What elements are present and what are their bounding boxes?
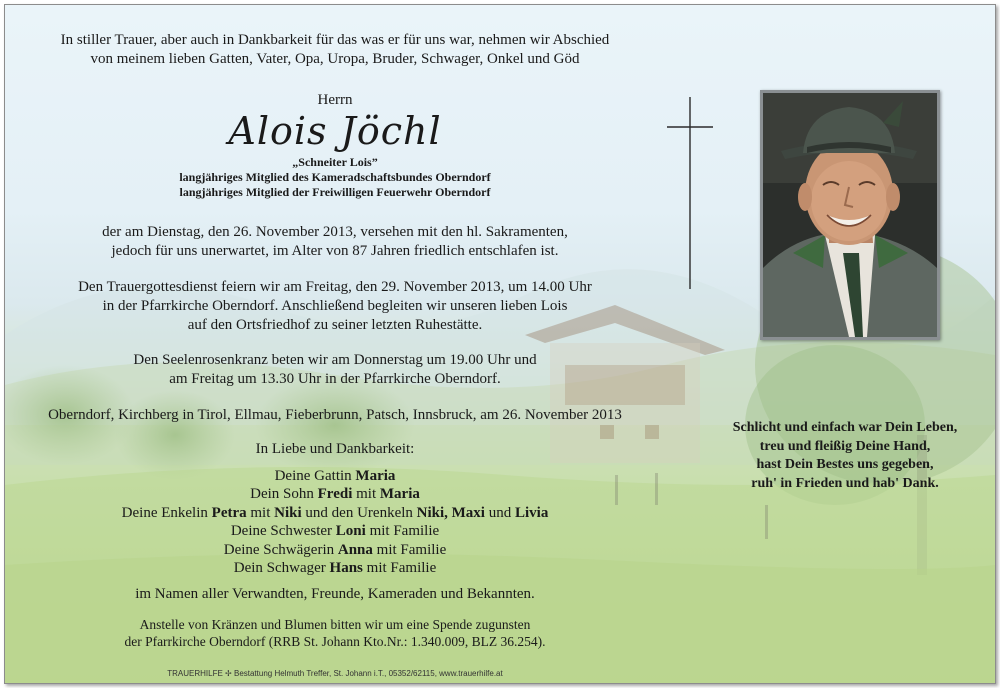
family-label: Deine Schwester [230, 523, 336, 540]
rosary-line-1: Den Seelenrosenkranz beten wir am Donnerstag um 19.00 Uhr und [133, 352, 537, 368]
family-label: mit Familie [365, 523, 440, 540]
portrait-photo [760, 90, 940, 340]
family-name: Maria [355, 468, 396, 484]
family-name: Niki, Maxi [416, 504, 485, 521]
funeral-line-3: auf den Ortsfriedhof zu seiner letzten Ruhestätte. [187, 317, 483, 333]
family-label: mit Familie [372, 541, 447, 558]
latin-cross-icon [665, 97, 715, 292]
family-label: mit Familie [362, 560, 437, 577]
funeral-line-1: Den Trauergottesdienst feiern wir am Freitag, den 29. November 2013, um 14.00 Uhr [78, 279, 592, 295]
family-name: Loni [335, 523, 366, 540]
portrait-illustration [763, 93, 937, 337]
places-and-date: Oberndorf, Kirchberg in Tirol, Ellmau, Fieberbrunn, Patsch, Innsbruck, am 26. November 2013 [48, 407, 622, 423]
family-name: Maria [379, 486, 420, 503]
membership-1: langjähriges Mitglied des Kameradschaftsbundes Oberndorf [179, 170, 491, 184]
poem-line-2: treu und fleißig Deine Hand, [759, 438, 931, 454]
donation-request [5, 616, 665, 650]
family-row-grandchildren [5, 504, 665, 522]
poem-line-4: ruh' in Frieden und hab' Dank. [751, 475, 939, 491]
on-behalf: im Namen aller Verwandten, Freunde, Kameraden und Bekannten. [135, 586, 535, 602]
love-thanks: In Liebe und Dankbarkeit: [255, 441, 415, 457]
intro-line-2: von meinem lieben Gatten, Vater, Opa, Uropa, Bruder, Schwager, Onkel und Göd [90, 51, 580, 67]
family-row-sister [5, 522, 665, 540]
family-row-son [5, 485, 665, 503]
death-notice-line-2: jedoch für uns unerwartet, im Alter von 87 Jahren friedlich entschlafen ist. [111, 243, 559, 259]
family-label: Dein Sohn [250, 486, 318, 503]
nickname: „Schneiter Lois” [292, 155, 378, 169]
family-name: Niki [274, 504, 302, 521]
family-label: Dein Schwager [233, 560, 330, 577]
footer-funeral-service: TRAUERHILFE ✢ Bestattung Helmuth Treffer, St. Johann i.T., 05352/62115, www.trauerhilfe.at [167, 669, 503, 678]
family-row-brother-in-law [5, 559, 665, 577]
family-name: Petra [211, 504, 247, 521]
poem-line-3: hast Dein Bestes uns gegeben, [756, 457, 934, 472]
family-name: Anna [337, 541, 373, 558]
rosary-line-2: am Freitag um 13.30 Uhr in der Pfarrkirche Oberndorf. [169, 371, 501, 387]
intro-line-1: In stiller Trauer, aber auch in Dankbarkeit für das was er für uns war, nehmen wir Abschied [60, 32, 610, 48]
family-list [5, 467, 665, 577]
poem [715, 419, 975, 493]
death-notice [5, 223, 665, 261]
death-notice-line-1: der am Dienstag, den 26. November 2013, versehen mit den hl. Sakramenten, [102, 224, 568, 240]
family-name: Hans [329, 560, 363, 577]
donation-line-1: Anstelle von Kränzen und Blumen bitten wir um eine Spende zugunsten [139, 617, 531, 632]
donation-line-2: der Pfarrkirche Oberndorf (RRB St. Johann Kto.Nr.: 1.340.009, BLZ 36.254). [124, 634, 546, 649]
rosary-info [5, 351, 665, 389]
intro-text [5, 31, 665, 69]
family-name: Fredi [317, 486, 353, 503]
family-label: Deine Schwägerin [223, 541, 338, 558]
family-name: Livia [514, 504, 549, 521]
family-label: und den Urenkeln [301, 504, 417, 521]
family-label: Deine Gattin [274, 468, 356, 484]
family-row-wife [5, 467, 665, 485]
funeral-info [5, 278, 665, 335]
membership-2: langjähriges Mitglied der Freiwilligen Feuerwehr Oberndorf [179, 185, 491, 199]
family-label: Deine Enkelin [121, 504, 212, 521]
deceased-name: Alois Jöchl [228, 109, 442, 153]
obituary-card [4, 4, 996, 684]
funeral-line-2: in der Pfarrkirche Oberndorf. Anschließend begleiten wir unseren lieben Lois [102, 298, 568, 314]
family-label: mit [352, 486, 380, 503]
poem-line-1: Schlicht und einfach war Dein Leben, [732, 420, 958, 435]
family-row-sister-in-law [5, 541, 665, 559]
family-label: mit [246, 504, 275, 521]
salutation: Herrn [317, 92, 353, 108]
family-label: und [484, 504, 515, 521]
nickname-and-memberships [5, 155, 665, 200]
